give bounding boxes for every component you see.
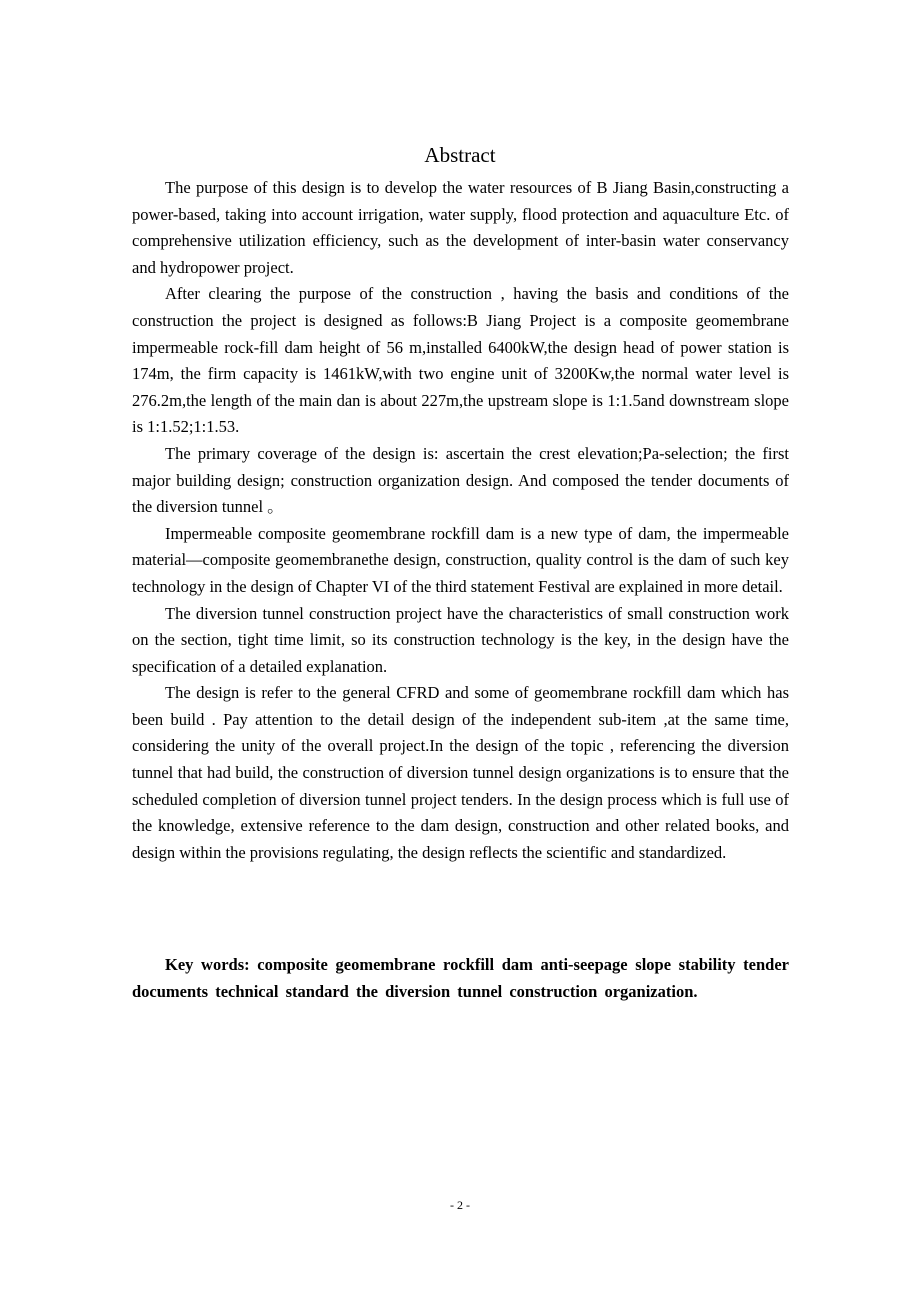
paragraph-references: The design is refer to the general CFRD and some of geomembrane rockfill dam which has been build . Pay attention to the detail design of the independent sub-item ,at the same time, considering the unity of the overall project.In the design of the topic , referencing the diversion tunnel that had build, the construction of diversion tunnel design organizations is to ensure that the scheduled completion of diversion tunnel project tenders. In the design process which is full use of the knowledge, extensive reference to the dam design, construction and other related books, and design within the provisions regulating, the design reflects the scientific and standardized. xyxy=(132,683,789,862)
keywords: Key words: composite geomembrane rockfill dam anti-seepage slope stability tender documents technical standard the diversion tunnel construction organization. xyxy=(132,955,789,1001)
paragraph-coverage: The primary coverage of the design is: ascertain the crest elevation;Pa-selection; the first major building design; construction organization design. And composed the tender documents of the diversion tunnel 。 xyxy=(132,443,789,517)
paragraph-diversion-tunnel: The diversion tunnel construction project have the characteristics of small construction work on the section, tight time limit, so its construction technology is the key, in the design have the specification of a detailed explanation. xyxy=(132,603,789,676)
paragraph-geomembrane: Impermeable composite geomembrane rockfill dam is a new type of dam, the impermeable material—composite geomembranethe design, construction, quality control is the dam of such key technology in the design of Chapter VI of the third statement Festival are explained in more detail. xyxy=(132,523,789,596)
abstract-body xyxy=(132,175,789,866)
abstract-title: Abstract xyxy=(424,143,496,167)
paragraph-project-design: After clearing the purpose of the construction , having the basis and conditions of the construction the project is designed as follows:B Jiang Project is a composite geomembrane impermeable rock-fill dam height of 56 m,installed 6400kW,the design head of power station is 174m, the firm capacity is 1461kW,with two engine unit of 3200Kw,the normal water level is 276.2m,the length of the main dan is about 227m,the upstream slope is 1:1.5and downstream slope is 1:1.52;1:1.53. xyxy=(132,284,789,437)
paragraph-purpose: The purpose of this design is to develop the water resources of B Jiang Basin,constructing a power-based, taking into account irrigation, water supply, flood protection and aquaculture Etc. of comprehensive utilization efficiency, such as the development of inter-basin water conservancy and hydropower project. xyxy=(132,178,789,277)
page-number: - 2 - xyxy=(450,1198,470,1212)
